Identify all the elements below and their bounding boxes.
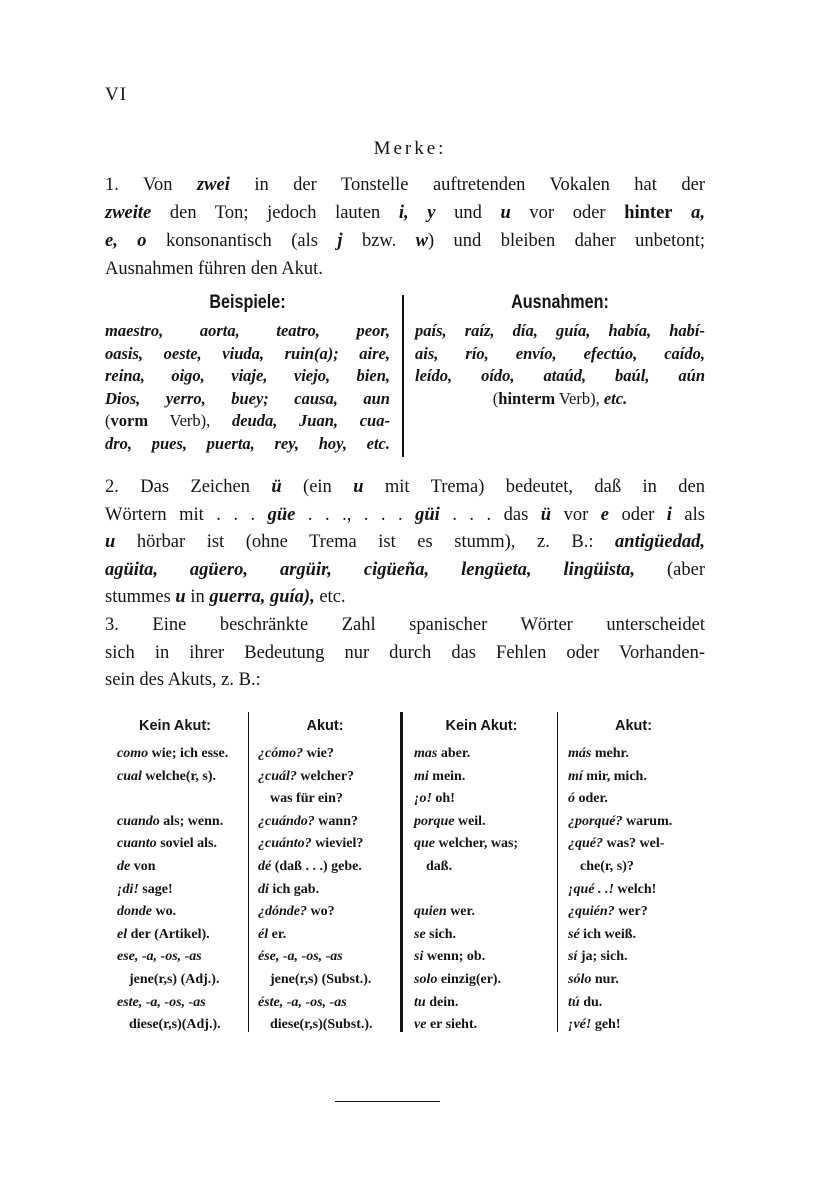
table-cell (258, 856, 362, 878)
table-cell (414, 811, 486, 833)
text-segment: güi (415, 504, 440, 525)
german-translation: diese(r,s)(Subst.). (270, 1017, 373, 1033)
text-segment (673, 203, 692, 223)
table-cell (414, 901, 475, 923)
text-segment: leído, oído, ataúd, baúl, aún (415, 366, 705, 385)
text-segment: mit Trema) bedeutet, daß in den (363, 477, 705, 497)
german-translation: dein. (425, 994, 459, 1010)
text-segment: bzw. (342, 231, 416, 251)
spanish-word: se (414, 926, 426, 942)
text-segment: w (415, 231, 428, 251)
table-cell (568, 1014, 621, 1036)
section-heading: Merke: (373, 138, 447, 159)
spanish-word: ¿cómo? (258, 746, 304, 761)
table-cell (414, 833, 518, 855)
text-line (105, 172, 705, 198)
text-segment: 1. Von (105, 175, 197, 195)
spanish-word: como (117, 746, 149, 761)
text-segment: 2. Das Zeichen (105, 477, 272, 497)
table-cell (258, 788, 343, 810)
text-segment: antigüedad, (615, 532, 705, 552)
text-segment: u (500, 203, 511, 223)
spanish-word: ¿qué? (568, 836, 603, 852)
spanish-word: cuando (117, 813, 160, 829)
spanish-word: ¡vé! (568, 1017, 592, 1033)
german-translation: nur. (591, 972, 619, 987)
table-cell (568, 856, 634, 878)
spanish-word: cuanto (117, 836, 157, 852)
german-translation: diese(r,s)(Adj.). (129, 1017, 221, 1033)
text-segment: Wörtern mit . . . (105, 504, 268, 525)
text-line (105, 502, 705, 528)
spanish-word: ¿cuál? (258, 768, 297, 784)
text-segment: ( (492, 388, 499, 408)
text-segment: ü (540, 504, 552, 525)
german-translation: wenn; ob. (423, 949, 486, 965)
german-translation: sich. (425, 926, 457, 942)
table-cell (258, 811, 358, 833)
german-translation: jene(r,s) (Subst.). (270, 972, 372, 987)
table-cell (117, 901, 176, 923)
spanish-word: ó (568, 791, 575, 807)
table-cell (568, 946, 628, 968)
text-segment: als (671, 504, 705, 525)
spanish-word: donde (117, 904, 152, 920)
table-cell (414, 924, 456, 946)
text-segment: Verb), (555, 388, 604, 408)
german-translation: wer? (614, 904, 648, 920)
text-segment: i, y (398, 203, 436, 223)
table-cell (258, 766, 354, 788)
german-translation: soviel als. (156, 836, 217, 852)
spanish-word: sé (568, 926, 580, 942)
spanish-word: ¿porqué? (568, 813, 623, 829)
table-cell (414, 992, 458, 1014)
table-cell (117, 811, 223, 833)
spanish-word: el (117, 926, 128, 942)
text-line (105, 200, 705, 226)
text-segment: (ein (281, 477, 354, 497)
german-translation: aber. (437, 746, 471, 761)
german-translation: geh! (591, 1017, 621, 1033)
table-cell (414, 856, 452, 878)
text-segment: Dios, yerro, buey; causa, aun (105, 388, 390, 408)
text-line (105, 256, 705, 282)
table-cell (117, 766, 216, 788)
german-translation: er. (268, 926, 287, 942)
spanish-word: más (568, 746, 592, 761)
text-segment: maestro, aorta, teatro, peor, (105, 321, 390, 340)
table-cell (117, 992, 206, 1014)
german-translation: wo. (152, 904, 177, 920)
text-segment: hörbar ist (ohne Trema ist es stumm), z. B.: (115, 532, 616, 552)
text-segment: . . . das (439, 504, 541, 525)
text-segment: i (666, 504, 672, 525)
table-cell (568, 879, 656, 901)
text-segment: j (337, 231, 343, 251)
spanish-word: ¡di! (117, 881, 139, 897)
table-cell (117, 946, 202, 968)
german-translation: von (130, 859, 156, 874)
german-translation: welcher, was; (435, 836, 519, 852)
table-cell (414, 969, 501, 991)
german-translation: welcher? (296, 768, 355, 784)
table-cell (117, 856, 156, 878)
footer-rule (335, 1101, 440, 1102)
german-translation: ich weiß. (579, 926, 637, 942)
table-cell (117, 879, 173, 901)
german-translation: ja; sich. (577, 949, 628, 965)
text-line (105, 667, 705, 693)
german-translation: als; wenn. (159, 813, 224, 829)
text-segment: oder (608, 504, 667, 525)
table-cell (117, 1014, 221, 1036)
text-segment: (aber (635, 559, 705, 580)
text-segment: etc. (603, 388, 628, 408)
german-translation: ich gab. (268, 881, 320, 897)
table-cell (414, 766, 465, 788)
table-cell (414, 946, 485, 968)
text-line (105, 584, 705, 610)
table-cell (258, 992, 347, 1014)
spanish-word: ¡qué . .! (568, 881, 614, 897)
text-line (105, 529, 705, 555)
text-line (105, 431, 390, 457)
text-segment: guerra, guía), (209, 587, 315, 607)
table-cell (258, 879, 319, 901)
german-translation: (daß . . .) gebe. (271, 859, 362, 874)
german-translation: daß. (426, 859, 453, 874)
exceptions-heading: Ausnahmen: (511, 292, 609, 313)
german-translation: warum. (622, 813, 673, 829)
column-divider (402, 295, 404, 457)
german-translation: er sieht. (426, 1017, 478, 1033)
text-segment: zwei (196, 175, 230, 195)
text-segment: agüita, agüero, argüir, cigüeña, lengüeta, lingüista, (105, 559, 636, 580)
table-cell (117, 924, 210, 946)
table-cell (568, 833, 664, 855)
table-cell (414, 1014, 477, 1036)
spanish-word: ese, -a, -os, -as (117, 949, 202, 965)
table-header-kein-akut: Kein Akut: (445, 718, 518, 734)
spanish-word: este, -a, -os, -as (117, 994, 206, 1010)
text-line (105, 612, 705, 638)
table-cell (117, 969, 219, 991)
table-header-akut: Akut: (306, 718, 344, 734)
table-cell (568, 901, 648, 923)
table-divider (557, 712, 558, 1032)
table-cell (568, 743, 629, 765)
text-segment: oasis, oeste, viuda, ruin(a); aire, (105, 343, 390, 363)
text-segment: sich in ihrer Bedeutung nur durch das Fehlen oder Vorhanden- (105, 642, 705, 663)
spanish-word: mi (414, 768, 429, 784)
text-segment: país, raíz, día, guía, había, habí- (415, 321, 705, 340)
text-segment: ( (105, 411, 111, 430)
page-number: VI (105, 84, 128, 105)
examples-heading: Beispiele: (209, 292, 286, 313)
table-cell (568, 766, 647, 788)
text-segment: hinterm (498, 388, 556, 408)
spanish-word: ¡o! (414, 791, 432, 807)
text-segment: hinter (624, 203, 673, 223)
text-segment: dro, pues, puerta, rey, hoy, etc. (105, 433, 390, 453)
spanish-word: ve (414, 1017, 427, 1033)
spanish-word: si (414, 949, 424, 965)
text-line (105, 557, 705, 583)
text-line (415, 386, 705, 412)
spanish-word: porque (414, 813, 455, 829)
table-cell (568, 788, 608, 810)
text-segment: u (353, 477, 364, 497)
text-segment: den Ton; jedoch lauten (151, 203, 399, 223)
spanish-word: mí (568, 768, 583, 784)
spanish-word: ¿cuánto? (258, 836, 312, 852)
text-segment: und (435, 203, 501, 223)
text-segment: ais, río, envío, efectúo, caído, (415, 343, 705, 363)
text-segment: in der Tonstelle auftretenden Vokalen hat der (229, 175, 705, 195)
german-translation: mein. (428, 768, 466, 784)
german-translation: jene(r,s) (Adj.). (129, 972, 220, 987)
spanish-word: éste, -a, -os, -as (258, 994, 347, 1010)
german-translation: welche(r, s). (141, 768, 217, 784)
spanish-word: quien (414, 904, 447, 920)
table-cell (258, 1014, 373, 1036)
text-segment: konsonantisch (als (146, 231, 338, 251)
spanish-word: di (258, 881, 269, 897)
spanish-word: ¿dónde? (258, 904, 307, 920)
german-translation: der (Artikel). (127, 926, 210, 942)
spanish-word: ¿cuándo? (258, 813, 315, 829)
table-cell (568, 924, 636, 946)
text-segment: sein des Akuts, z. B.: (105, 670, 261, 690)
table-cell (568, 969, 619, 991)
spanish-word: tu (414, 994, 426, 1010)
spanish-word: cual (117, 768, 142, 784)
spanish-word: él (258, 926, 269, 942)
german-translation: che(r, s)? (580, 859, 634, 874)
german-translation: weil. (454, 813, 486, 829)
text-segment: Ausnahmen führen den Akut. (105, 259, 323, 279)
text-segment: u (105, 532, 116, 552)
table-header-kein-akut: Kein Akut: (139, 718, 211, 734)
spanish-word: mas (414, 746, 438, 761)
table-cell (117, 833, 217, 855)
german-translation: wo? (307, 904, 335, 920)
text-segment: . . ., . . . (295, 504, 416, 525)
german-translation: einzig(er). (437, 972, 502, 987)
table-cell (258, 743, 334, 765)
text-segment: zweite (105, 203, 152, 223)
table-header-akut: Akut: (614, 718, 653, 734)
german-translation: du. (579, 994, 603, 1010)
text-segment: güe (267, 504, 296, 525)
text-segment: reina, oigo, viaje, viejo, bien, (105, 366, 390, 385)
text-segment: e (600, 504, 609, 525)
table-cell (568, 811, 672, 833)
german-translation: oh! (431, 791, 455, 807)
spanish-word: tú (568, 994, 580, 1010)
spanish-word: solo (414, 972, 438, 987)
spanish-word: sólo (568, 972, 592, 987)
text-line (105, 640, 705, 666)
text-segment: e, o (105, 231, 147, 251)
table-cell (258, 946, 343, 968)
table-divider-thick (400, 712, 403, 1032)
text-segment: a, (691, 203, 706, 223)
text-segment: Verb), (148, 411, 232, 430)
text-segment: in (185, 587, 210, 607)
table-cell (258, 969, 371, 991)
text-segment: deuda, Juan, cua- (231, 411, 390, 430)
german-translation: sage! (138, 881, 173, 897)
table-divider (248, 712, 249, 1032)
german-translation: welch! (613, 881, 657, 897)
spanish-word: sí (568, 949, 578, 965)
table-cell (258, 901, 335, 923)
spanish-word: de (117, 859, 131, 874)
text-segment: ü (271, 477, 282, 497)
german-translation: was? wel- (603, 836, 665, 852)
text-segment: stummes (105, 587, 176, 607)
text-line (105, 228, 705, 254)
german-translation: wer. (446, 904, 475, 920)
text-segment: vor (551, 504, 601, 525)
spanish-word: dé (258, 859, 272, 874)
german-translation: wann? (314, 813, 358, 829)
table-cell (414, 743, 470, 765)
table-cell (568, 992, 602, 1014)
german-translation: oder. (575, 791, 608, 807)
spanish-word: ése, -a, -os, -as (258, 949, 343, 965)
text-segment: u (175, 587, 186, 607)
text-segment: vorm (110, 411, 149, 430)
german-translation: was für ein? (270, 791, 343, 807)
text-line (105, 474, 705, 500)
text-segment: ) und bleiben daher unbetont; (427, 231, 706, 251)
table-cell (258, 833, 363, 855)
spanish-word: que (414, 836, 435, 852)
german-translation: wieviel? (311, 836, 364, 852)
text-segment: vor oder (510, 203, 625, 223)
german-translation: mir, mich. (582, 768, 647, 784)
table-cell (117, 743, 228, 765)
german-translation: mehr. (591, 746, 629, 761)
text-segment: etc. (314, 587, 346, 607)
german-translation: wie? (303, 746, 334, 761)
text-segment: 3. Eine beschränkte Zahl spanischer Wörter unterscheidet (105, 615, 705, 635)
spanish-word: ¿quién? (568, 904, 615, 920)
german-translation: wie; ich esse. (148, 746, 229, 761)
table-cell (414, 788, 455, 810)
table-cell (258, 924, 286, 946)
